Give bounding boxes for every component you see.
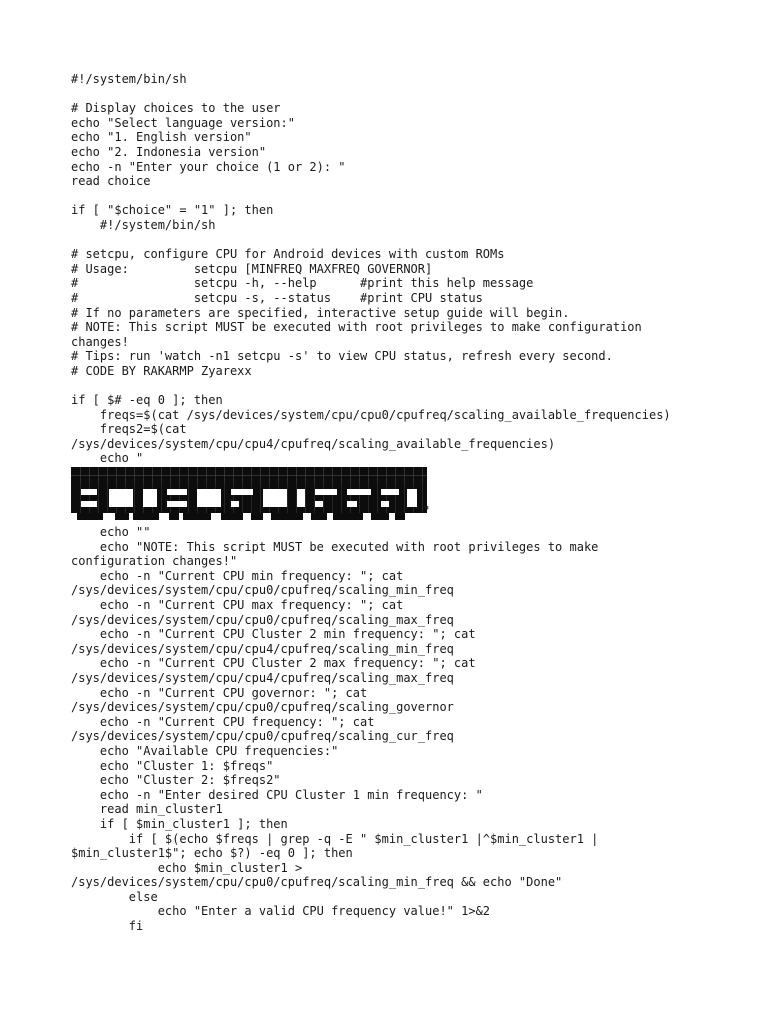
code-line: /sys/devices/system/cpu/cpu0/cpufreq/scaling_min_freq xyxy=(71,583,454,598)
code-line: /sys/devices/system/cpu/cpu0/cpufreq/scaling_max_freq xyxy=(71,612,454,627)
code-line: # Display choices to the user xyxy=(71,101,281,116)
code-line: /sys/devices/system/cpu/cpu0/cpufreq/scaling_cur_freq xyxy=(71,729,454,744)
code-line: echo "Cluster 1: $freqs" xyxy=(71,758,274,773)
code-line: /sys/devices/system/cpu/cpu0/cpufreq/scaling_governor xyxy=(71,700,454,715)
code-line: echo -n "Enter desired CPU Cluster 1 min frequency: " xyxy=(71,787,483,802)
code-line: echo "2. Indonesia version" xyxy=(71,144,267,159)
code-line: /sys/devices/system/cpu/cpu4/cpufreq/scaling_max_freq xyxy=(71,670,454,685)
code-line: # setcpu -s, --status #print CPU status xyxy=(71,290,483,305)
code-section-after-banner xyxy=(71,525,721,934)
code-block xyxy=(71,72,721,934)
code-line: echo "Select language version:" xyxy=(71,115,295,130)
code-line: if [ $min_cluster1 ]; then xyxy=(71,816,288,831)
code-line: echo -n "Current CPU governor: "; cat xyxy=(71,685,368,700)
code-line: echo $min_cluster1 > xyxy=(71,860,303,875)
code-line: echo -n "Current CPU Cluster 2 max frequency: "; cat xyxy=(71,656,476,671)
code-line: if [ $# -eq 0 ]; then xyxy=(71,393,223,408)
code-line: echo " xyxy=(71,451,144,466)
blank-line xyxy=(71,87,721,102)
code-line: echo "Enter a valid CPU frequency value!" 1>&2 xyxy=(71,904,491,919)
code-line: /sys/devices/system/cpu/cpu4/cpufreq/scaling_min_freq xyxy=(71,641,454,656)
code-line: # Tips: run 'watch -n1 setcpu -s' to view CPU status, refresh every second. xyxy=(71,349,613,364)
code-line: $min_cluster1$"; echo $?) -eq 0 ]; then xyxy=(71,846,353,861)
ascii-art-banner xyxy=(71,467,721,525)
code-line: echo "NOTE: This script MUST be executed with root privileges to make xyxy=(71,539,599,554)
code-line: freqs2=$(cat xyxy=(71,422,187,437)
code-line: echo -n "Current CPU frequency: "; cat xyxy=(71,714,375,729)
code-line: if [ $(echo $freqs | grep -q -E " $min_cluster1 |^$min_cluster1 | xyxy=(71,831,599,846)
code-line: freqs=$(cat /sys/devices/system/cpu/cpu0/cpufreq/scaling_available_frequencies) xyxy=(71,407,671,422)
code-line: read min_cluster1 xyxy=(71,802,223,817)
code-line: # Usage: setcpu [MINFREQ MAXFREQ GOVERNOR] xyxy=(71,261,433,276)
code-section-before-banner xyxy=(71,72,721,466)
code-line: # If no parameters are specified, interactive setup guide will begin. xyxy=(71,305,570,320)
code-line: # CODE BY RAKARMP Zyarexx xyxy=(71,363,252,378)
code-line: #!/system/bin/sh xyxy=(71,72,187,86)
code-line: echo "Available CPU frequencies:" xyxy=(71,743,339,758)
code-line: configuration changes!" xyxy=(71,554,238,569)
code-line: echo "1. English version" xyxy=(71,130,252,145)
code-line: echo -n "Current CPU min frequency: "; cat xyxy=(71,568,404,583)
code-line: echo -n "Current CPU Cluster 2 min frequency: "; cat xyxy=(71,627,476,642)
code-line: /sys/devices/system/cpu/cpu0/cpufreq/scaling_min_freq && echo "Done" xyxy=(71,875,563,890)
code-line: echo "Cluster 2: $freqs2" xyxy=(71,773,281,788)
code-line: # setcpu, configure CPU for Android devices with custom ROMs xyxy=(71,247,505,262)
code-line: # setcpu -h, --help #print this help message xyxy=(71,276,534,291)
code-line: echo -n "Current CPU max frequency: "; cat xyxy=(71,598,404,612)
code-line: if [ "$choice" = "1" ]; then xyxy=(71,203,274,218)
code-line: else xyxy=(71,889,158,904)
block-art-banner-graphic xyxy=(71,467,431,525)
banner-closing-quote: " xyxy=(423,504,431,519)
blank-line xyxy=(71,233,721,248)
code-line: read choice xyxy=(71,174,151,189)
code-line: #!/system/bin/sh xyxy=(71,217,216,232)
code-line: changes! xyxy=(71,334,129,349)
code-line: /sys/devices/system/cpu/cpu4/cpufreq/scaling_available_frequencies) xyxy=(71,436,556,451)
code-line: echo "" xyxy=(71,525,151,540)
code-line: # NOTE: This script MUST be executed with root privileges to make configuration xyxy=(71,320,642,335)
code-line: echo -n "Enter your choice (1 or 2): " xyxy=(71,159,346,174)
blank-line xyxy=(71,378,721,393)
code-line: fi xyxy=(71,919,144,934)
blank-line xyxy=(71,189,721,204)
